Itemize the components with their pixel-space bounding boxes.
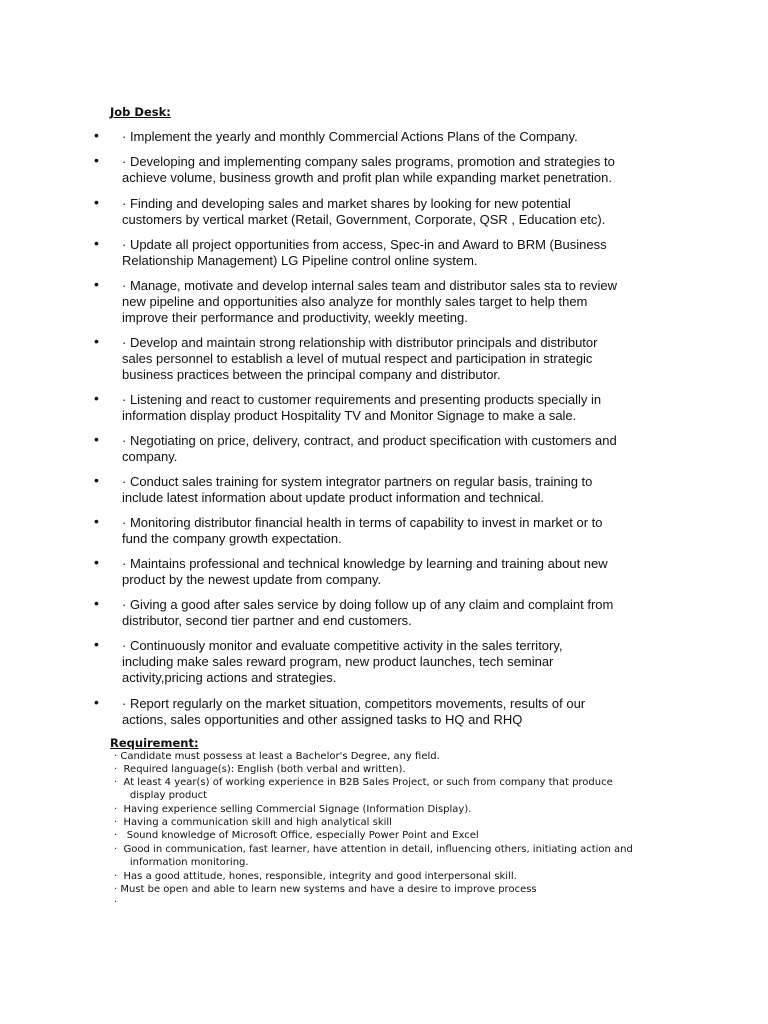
bullet-icon: •: [94, 636, 99, 652]
requirement-item: · Has a good attitude, hones, responsible, integrity and good interpersonal skill.: [114, 871, 517, 882]
bullet-icon: •: [94, 513, 99, 529]
requirement-item: · Required language(s): English (both verbal and written).: [114, 764, 406, 775]
requirement-item: · At least 4 year(s) of working experience in B2B Sales Project, or such from company that produce display product: [114, 777, 613, 802]
job-desk-item-text: · Conduct sales training for system integrator partners on regular basis, training to include latest information about update product information and technical.: [122, 474, 593, 505]
requirement-heading: Requirement:: [110, 736, 199, 750]
bullet-icon: •: [94, 152, 99, 168]
bullet-icon: •: [94, 431, 99, 447]
job-desk-item-text: · Finding and developing sales and market shares by looking for new potential customers by vertical market (Retail, Government, Corporate, QSR , Education etc).: [122, 196, 606, 227]
bullet-icon: •: [94, 595, 99, 611]
job-desk-item-text: · Developing and implementing company sales programs, promotion and strategies to achieve volume, business growth and profit plan while expanding market penetration.: [122, 154, 615, 185]
job-desk-item-text: · Maintains professional and technical knowledge by learning and training about new product by the newest update from company.: [122, 556, 608, 587]
bullet-icon: •: [94, 390, 99, 406]
job-desk-item-text: · Monitoring distributor financial health in terms of capability to invest in market or to fund the company growth expectation.: [122, 515, 603, 546]
requirement-item: · Must be open and able to learn new systems and have a desire to improve process: [114, 884, 537, 895]
bullet-icon: •: [94, 554, 99, 570]
job-desk-item-text: · Report regularly on the market situation, competitors movements, results of our actions, sales opportunities and other assigned tasks to HQ and RHQ: [122, 696, 586, 727]
bullet-icon: •: [94, 333, 99, 349]
bullet-icon: •: [94, 694, 99, 710]
requirement-item: · Having experience selling Commercial Signage (Information Display).: [114, 804, 472, 815]
job-desk-item-text: · Giving a good after sales service by doing follow up of any claim and complaint from distributor, second tier partner and end customers.: [122, 597, 614, 628]
job-desk-item-text: · Develop and maintain strong relationship with distributor principals and distributor sales personnel to establish a level of mutual respect and participation in strategic business practices between the principal company and distributor.: [122, 335, 598, 382]
job-desk-item-text: · Manage, motivate and develop internal sales team and distributor sales sta to review new pipeline and opportunities also analyze for monthly sales target to help them improve their performance and productivity, weekly meeting.: [122, 278, 617, 325]
job-desk-item-text: · Negotiating on price, delivery, contract, and product specification with customers and company.: [122, 433, 617, 464]
requirement-item: · Sound knowledge of Microsoft Office, especially Power Point and Excel: [114, 830, 479, 841]
job-desk-heading: Job Desk:: [110, 105, 171, 119]
job-desk-item-text: · Implement the yearly and monthly Commercial Actions Plans of the Company.: [122, 129, 578, 144]
bullet-icon: •: [94, 127, 99, 143]
requirement-item: ·: [114, 897, 118, 908]
bullet-icon: •: [94, 276, 99, 292]
bullet-icon: •: [94, 472, 99, 488]
bullet-icon: •: [94, 235, 99, 251]
bullet-icon: •: [94, 194, 99, 210]
requirement-item: · Good in communication, fast learner, have attention in detail, influencing others, initiating action and information monitoring.: [114, 844, 633, 869]
job-desk-item-text: · Update all project opportunities from access, Spec-in and Award to BRM (Business Relationship Management) LG Pipeline control online system.: [122, 237, 607, 268]
job-desk-item-text: · Continuously monitor and evaluate competitive activity in the sales territory, including make sales reward program, new product launches, tech seminar activity,pricing actions and strategies.: [122, 638, 563, 685]
job-desk-item-text: · Listening and react to customer requirements and presenting products specially in information display product Hospitality TV and Monitor Signage to make a sale.: [122, 392, 602, 423]
requirement-item: · Having a communication skill and high analytical skill: [114, 817, 392, 828]
requirement-item: · Candidate must possess at least a Bachelor's Degree, any field.: [114, 751, 440, 762]
